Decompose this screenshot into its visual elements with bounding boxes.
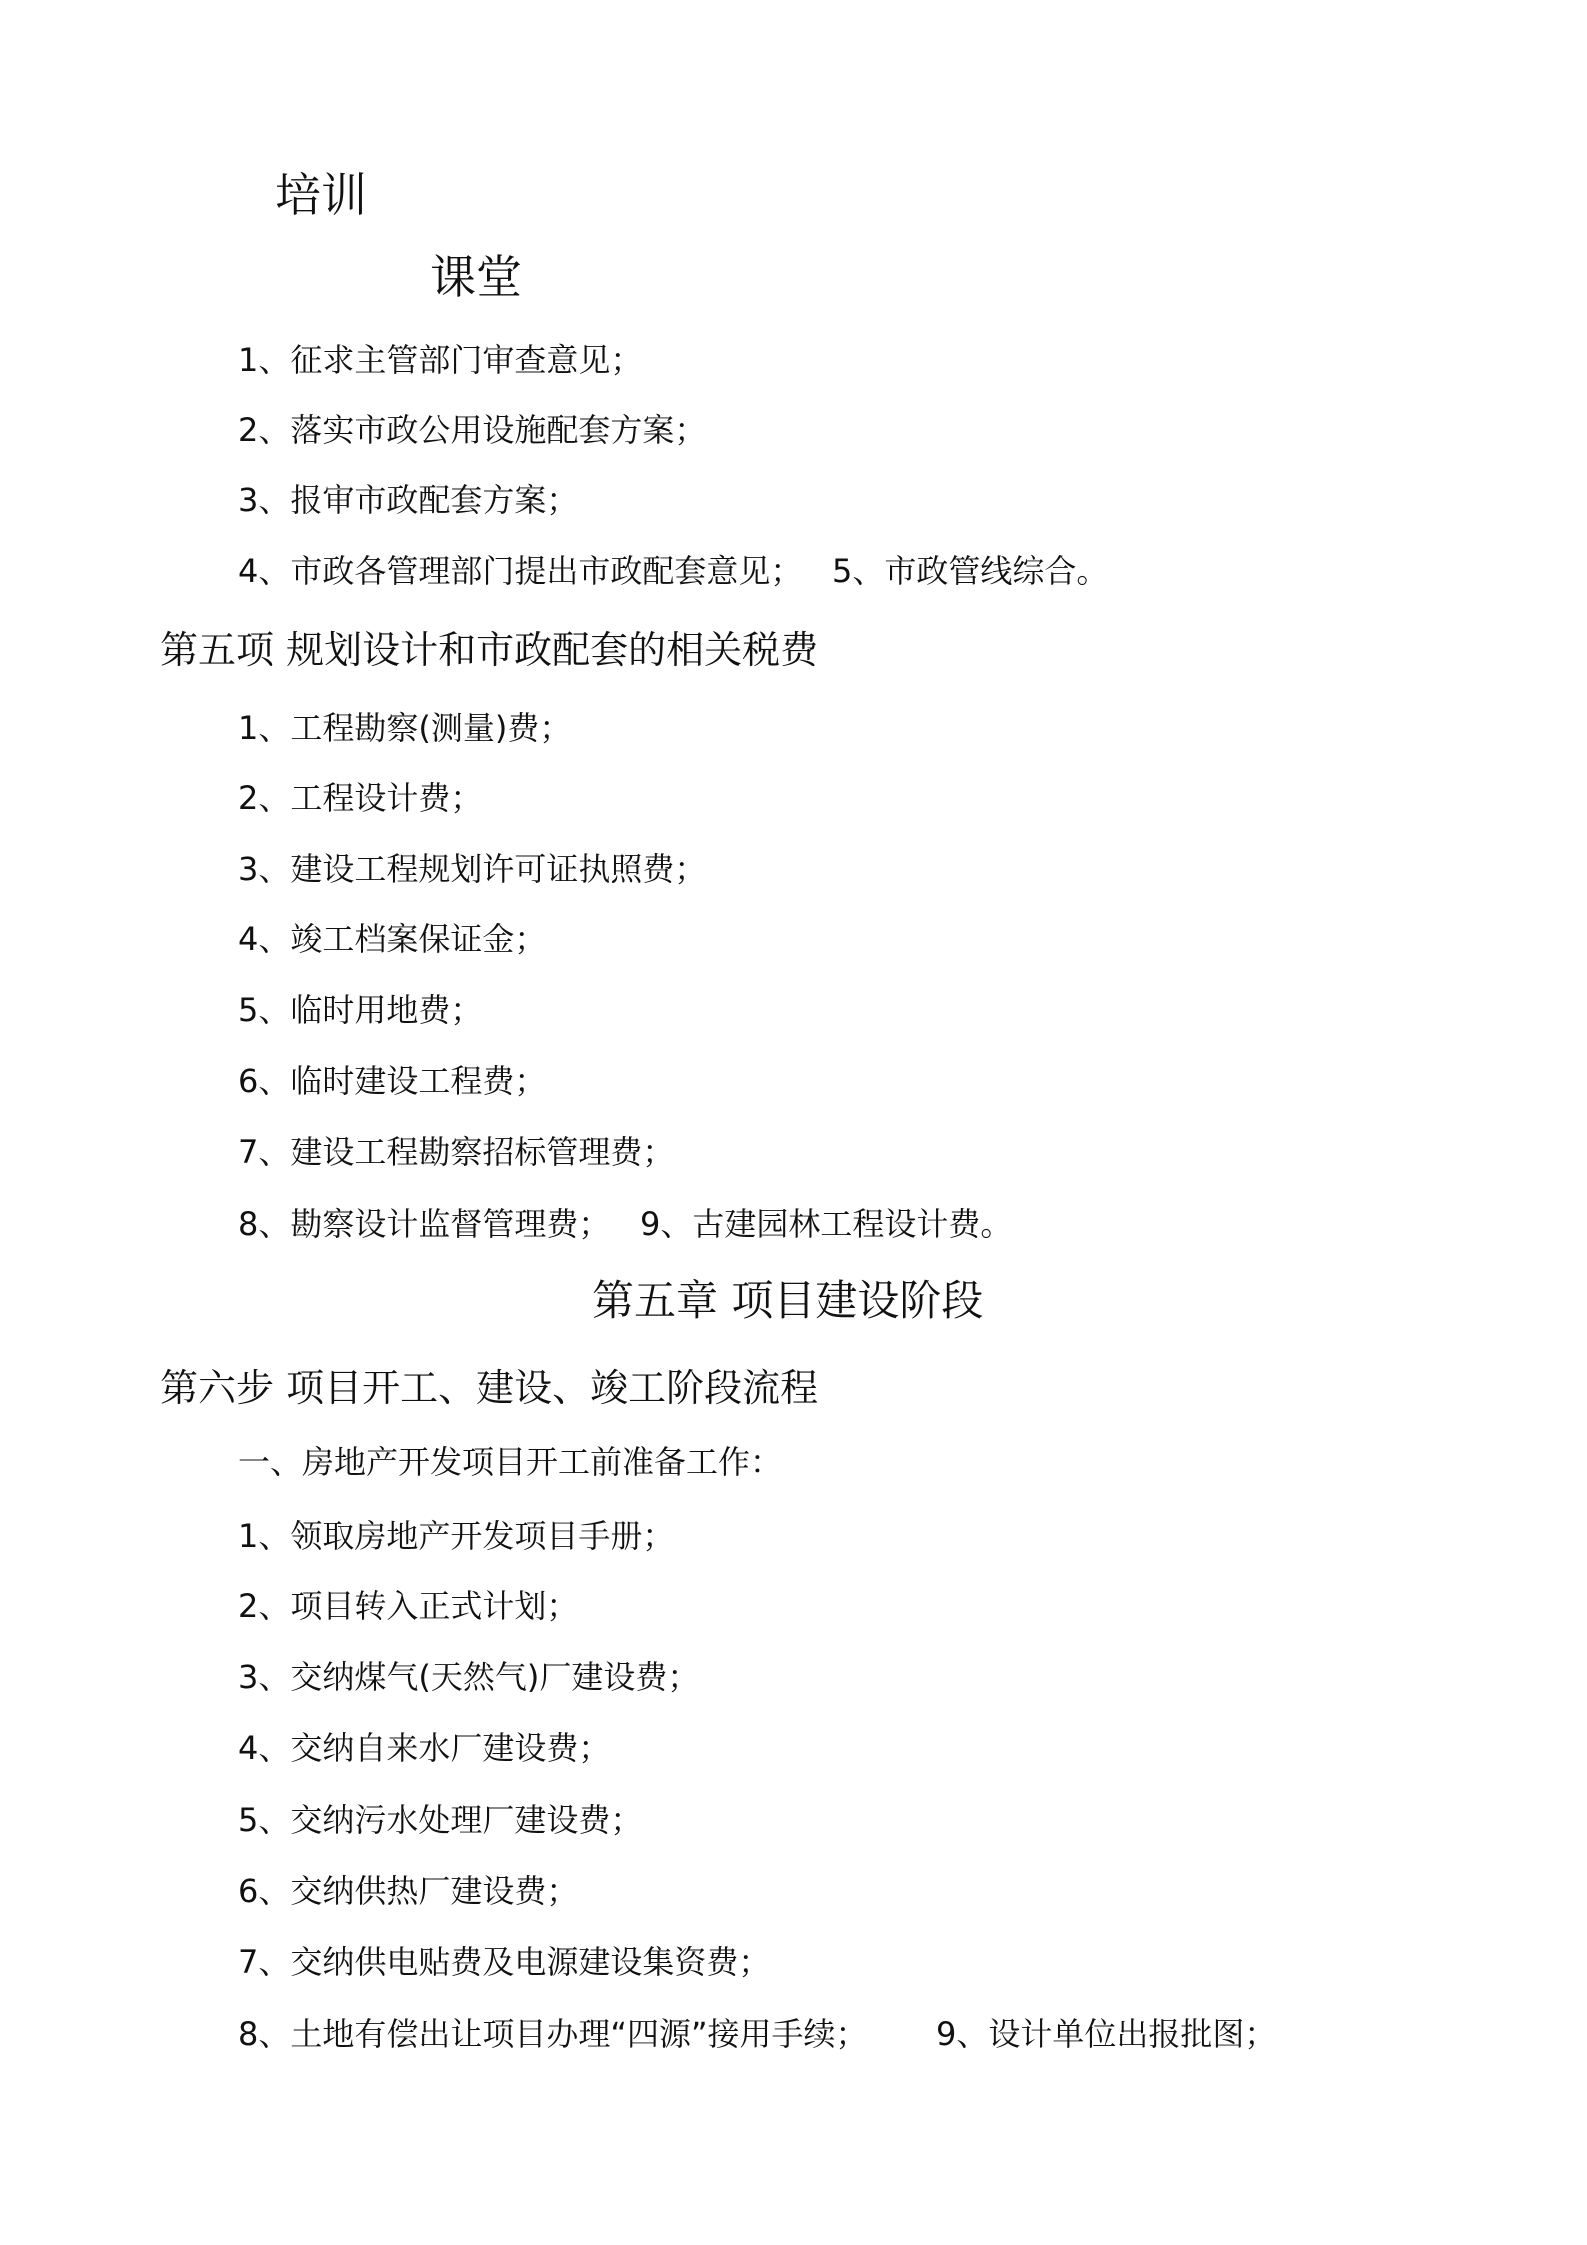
list-item: 6、交纳供热厂建设费； — [238, 1872, 579, 1910]
list-item: 5、市政管线综合。 — [832, 552, 1109, 590]
list-item: 6、临时建设工程费； — [238, 1062, 547, 1100]
list-item: 7、建设工程勘察招标管理费； — [238, 1133, 675, 1171]
list-item: 9、古建园林工程设计费。 — [640, 1205, 1013, 1243]
section-title: 第五项 规划设计和市政配套的相关税费 — [160, 628, 819, 672]
list-item: 3、交纳煤气(天然气)厂建设费； — [238, 1658, 700, 1696]
header-line-2: 课堂 — [430, 250, 522, 304]
list-item: 5、交纳污水处理厂建设费； — [238, 1801, 643, 1839]
list-item: 5、临时用地费； — [238, 991, 483, 1029]
list-item: 2、工程设计费； — [238, 779, 483, 817]
step-title: 第六步 项目开工、建设、竣工阶段流程 — [160, 1366, 819, 1410]
list-item: 2、项目转入正式计划； — [238, 1587, 579, 1625]
chapter-title: 第五章 项目建设阶段 — [592, 1276, 984, 1325]
list-item: 1、征求主管部门审查意见； — [238, 341, 643, 379]
list-item: 8、勘察设计监督管理费； — [238, 1205, 611, 1243]
header-line-1: 培训 — [275, 168, 367, 222]
list-item: 3、报审市政配套方案； — [238, 481, 579, 519]
list-item: 3、建设工程规划许可证执照费； — [238, 850, 707, 888]
list-item: 4、市政各管理部门提出市政配套意见； — [238, 552, 803, 590]
list-item: 4、交纳自来水厂建设费； — [238, 1729, 611, 1767]
list-item: 1、工程勘察(测量)费； — [238, 709, 572, 747]
list-item: 4、竣工档案保证金； — [238, 920, 547, 958]
list-item: 9、设计单位出报批图； — [936, 2015, 1277, 2053]
list-item: 2、落实市政公用设施配套方案； — [238, 411, 707, 449]
list-item: 1、领取房地产开发项目手册； — [238, 1517, 675, 1555]
subsection-heading: 一、房地产开发项目开工前准备工作： — [238, 1443, 783, 1481]
list-item: 7、交纳供电贴费及电源建设集资费； — [238, 1943, 771, 1981]
list-item: 8、土地有偿出让项目办理“四源”接用手续； — [238, 2015, 868, 2053]
